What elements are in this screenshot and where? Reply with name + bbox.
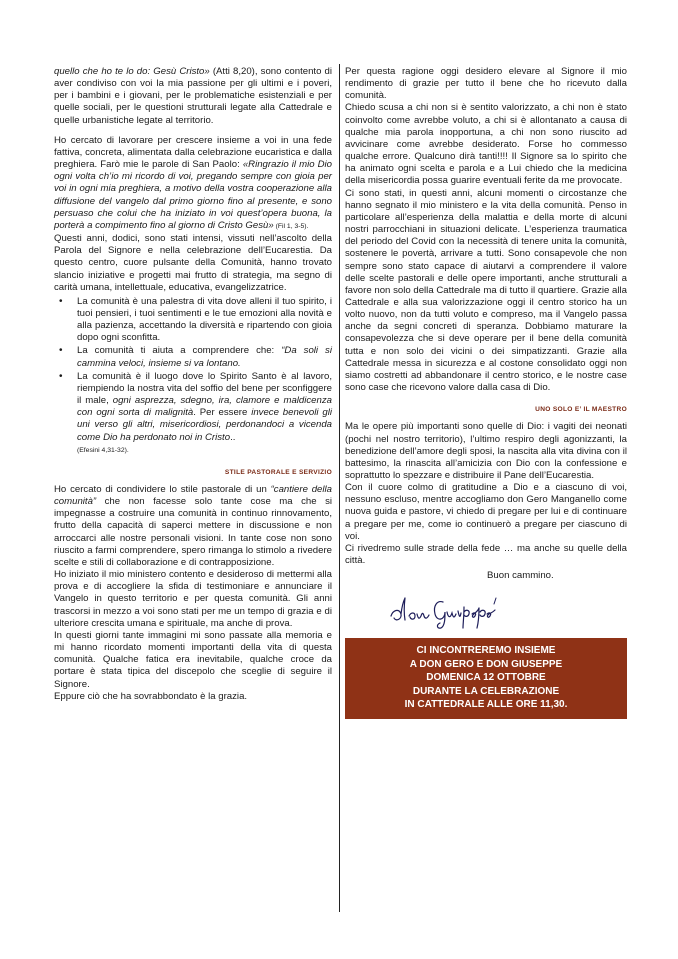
cantiere-text: che non facesse solo tante cose ma che si impegnasse a costruire una comunità in continuo rinnovamento, frutto della capacità di saperci mettere in discussione e non arroccarci alle nostre personali visioni. In tante cose non sono riuscito a farmi comprendere, spero rimanga lo stimolo a rivedere scelte e stili di collaborazione e di contrapposizione. (54, 496, 332, 568)
ref-fil: (Fil 1, 3-5). (273, 222, 309, 230)
paragraph-memoria: In questi giorni tante immagini mi sono passate alla memoria e mi hanno ricordato momenti importanti della vita di questa comunità. Qualche fatica era inevitabile, qualche croce da portare è stata tipica del discepolo che sceglie di seguire il Signore. (54, 629, 332, 690)
paragraph-cantiere (54, 484, 332, 569)
announcement-line: DURANTE LA CELEBRAZIONE (412, 685, 560, 697)
announcement-line: DOMENICA 12 OTTOBRE (426, 672, 546, 684)
opening-text: sono contento di aver condiviso con voi la mia passione per gli ultimi e i poveri, per i bambini e i giovani, per le problematiche esistenziali e per quelle sociali, per le questioni strutturali legate alla Cattedrale e quelle urbanistiche legate al territorio. (54, 66, 332, 126)
cantiere-lead: Ho cercato di condividere lo stile pastorale di un (54, 484, 271, 495)
paragraph-opere: Ma le opere più importanti sono quelle di Dio: i vagiti dei neonati (pochi nel nostro territorio), l’ultimo respiro degli agonizzanti, la benedizione dell’amore degli sposi, la nascita alla vita divina con il battesimo, la rinascita all’amicizia con Dio con la confessione e soprattutto lo spezzare e distribuire il Pane dell’Eucarestia. (345, 421, 627, 481)
announcement-line: IN CATTEDRALE ALLE ORE 11,30. (404, 699, 568, 711)
section-title-maestro: UNO SOLO E’ IL MAESTRO (535, 406, 627, 414)
right-column (345, 66, 627, 719)
bullet-spirito-quote1: ogni asprezza, sdegno, ira, clamore e maldicenza con ogni sorta di malignità (77, 395, 332, 419)
fede-intro: Ho cercato di lavorare per crescere insieme a voi in una fede fattiva, concreta, alimentata dalla celebrazione eucaristica e dalla preghiera. Farò mie le parole di San Paolo: (54, 134, 332, 171)
paragraph-ringraziamento: Per questa ragione oggi desidero elevare al Signore il mio rendimento di grazie per tutto il bene che ho ricevuto dalla comunità. (345, 66, 627, 102)
bullet-palestra: La comunità è una palestra di vita dove alleni il tuo spirito, i tuoi pensieri, i tuoi sentimenti e le tue emozioni alla novità e alla pazienza, accettando la diversità e ripartendo con gioia dopo ogni sconfitta. (77, 295, 332, 344)
paragraph-ministero: Ho iniziato il mio ministero contento e desideroso di mettermi alla prova e di accogliere la sfida di testimoniare e annunciare il Vangelo in questo territorio e per questa comunità. Gli anni trascorsi in mezzo a voi sono stati per me un tempo di grazia e di ulteriore crescita umana e spirituale, ma anche di prova. (54, 569, 332, 629)
section-title-stile: STILE PASTORALE E SERVIZIO (224, 468, 332, 476)
list-item (59, 345, 332, 369)
paragraph-scusa: Chiedo scusa a chi non si è sentito valorizzato, a chi non è stato coinvolto come avrebbe voluto, a chi si è allontanato a causa di qualche mia parola inopportuna, a chi non sono riuscito ad avvicinare come avrebbe desiderato. Forse ho commesso qualche errore. Qualcuno dirà tanti!!!! Il Signore sa lo spirito che ha animato ogni scelta e parola e a Lui chiedo che la medicina della misericordia possa guarire eventuali ferite da me provocate. (345, 102, 627, 187)
bullet-aiuta-lead: La comunità ti aiuta a comprendere che: (77, 345, 282, 357)
closing-line: Buon cammino. (487, 570, 554, 582)
bullet-spirito-mid: . Per essere (193, 407, 252, 419)
bullet-aiuta-quote: “Da soli si cammina veloci, insieme si va lontano. (77, 345, 332, 369)
paragraph-fede (54, 135, 332, 294)
paragraph-gratitudine: Con il cuore colmo di gratitudine a Dio e a ciascuno di voi, nessuno escluso, mentre accogliamo don Gero Manganello come nuova guida e pastore, vi chiedo di pregare per lui e di continuare a pregare per me, come io continuerò a pregare per ciascuno di voi. (345, 482, 627, 542)
ref-acts: (Atti 8,20), (209, 66, 261, 77)
list-item (59, 296, 332, 345)
bullet-spirito-lead: La comunità è il luogo dove lo Spirito Santo è al lavoro, riempiendo la nostra vita del soffio del bene per sconfiggere il male, (77, 370, 332, 407)
bullet-spirito-end: .. (230, 431, 236, 443)
fede-text: Questi anni, dodici, sono stati intensi, vissuti nell’ascolto della Parola del Signore e nella celebrazione dell’Eucarestia. Da questo centro, cuore pulsante della Comunità, hanno trovato slancio iniziative e progetti mai frutto di strategia, ma segno di carità umana, intellettuale, educativa, evangelizzatrice. (54, 233, 332, 293)
quote-paolo: «Ringrazio il mio Dio ogni volta ch’io mi ricordo di voi, pregando sempre con gioia per voi in ogni mia preghiera, a motivo della vostra cooperazione alla diffusione del vangelo dal primo giorno fino al presente, e sono persuaso che colui che ha iniziato in voi quest’opera buona, la porterà a compimento fino al giorno di Cristo Gesù» (54, 159, 332, 231)
paragraph-opening (54, 66, 332, 127)
column-divider (339, 64, 340, 912)
announcement-line: A DON GERO E DON GIUSEPPE (409, 658, 563, 670)
list-item (59, 371, 332, 457)
community-list (59, 296, 332, 457)
left-column (54, 66, 332, 703)
paragraph-circostanze: Ci sono stati, in questi anni, alcuni momenti o circostanze che hanno segnato il mio ministero e la vita della comunità. Penso in particolare all’esperienza della malattia e della morte di alcuni nostri parrocchiani in situazioni delicate. L’esperienza traumatica del periodo del Covid con la necessità di tenere unita la comunità, sostenere le povertà, arrivare a tutti. Sono consapevole che non sempre sono stato capace di aiutarvi a comprendere il valore delle scelte pastorali e delle opere importanti, anche strutturali a favore non solo della Cattedrale ma di tutto il quartiere. Grazie alla Cattedrale e alla sua valorizzazione oggi il centro storico ha un volto nuovo, non da tutti voluto e compreso, ma il Vangelo passa anche da segni concreti di speranza. Dobbiamo maturare la consapevolezza che si deve operare per il bene della comunità tutta e non solo dei vicini o dei simpatizzanti. Grazie alla Cattedrale messa in sicurezza e al costone consolidato oggi non siamo costretti ad abbandonare il centro storico, e le nostre case sono case che ricevono valore dalla casa di Dio. (345, 187, 627, 394)
announcement-line: CI INCONTREREMO INSIEME (416, 645, 556, 657)
announcement-box (345, 638, 627, 719)
ref-efesini: (Efesini 4,31-32). (77, 446, 129, 454)
quote-acts: quello che ho te lo do: Gesù Cristo» (54, 66, 210, 77)
cantiere-quote: “cantiere della comunità” (54, 484, 332, 508)
signature-image (387, 592, 507, 630)
paragraph-rivedremo: Ci rivedremo sulle strade della fede … ma anche su quelle della città. (345, 542, 627, 567)
bullet-spirito-quote2: invece benevoli gli uni verso gli altri, misericordiosi, perdonandoci a vicenda come Dio ha perdonato noi in Cristo (77, 407, 332, 443)
paragraph-grazia: Eppure ciò che ha sovrabbondato è la grazia. (54, 690, 248, 702)
